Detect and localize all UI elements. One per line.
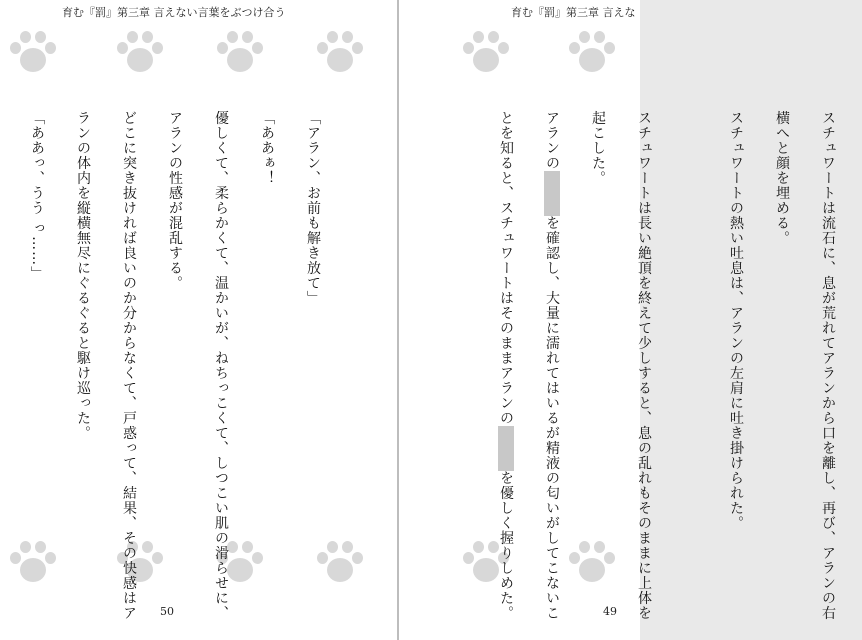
text-line: アランの性感が混乱する。 <box>167 110 183 291</box>
text-line: 起こした。 <box>590 110 606 186</box>
text-line <box>498 111 514 621</box>
page-number: 50 <box>160 605 174 618</box>
text-line: 「ああっ、うう っ……」 <box>29 110 45 282</box>
paw-print-icon <box>567 28 617 78</box>
text-line: 優しくて、柔らかくて、温かいが、ねちっこくて、しつこい肌の滑らせに、 <box>213 110 229 621</box>
right-page <box>399 0 836 640</box>
text-line: スチュワートは流石に、息が荒れてアランから口を離し、再び、アランの右 <box>820 110 836 621</box>
text-segment: を優しく握りしめた。 <box>498 470 514 621</box>
redaction-mark <box>498 426 514 471</box>
text-line: 「アラン、お前も解き放て」 <box>305 110 321 306</box>
text-line: 「ああぁ！ <box>259 110 275 186</box>
text-line: どこに突き抜ければ良いのか分からなくて、戸惑って、結果、その快感はア <box>121 110 137 621</box>
running-header: 育む『罰』第三章 言えな <box>511 6 636 19</box>
text-line: ランの体内を縦横無尽にぐるぐると駆け巡った。 <box>75 110 91 441</box>
running-header: 育む『罰』第三章 言えない言葉をぶつけ合う <box>62 6 286 19</box>
redaction-mark <box>544 171 560 216</box>
paw-print-icon <box>315 28 365 78</box>
text-segment: アランの <box>544 110 560 171</box>
text-line: スチュワートの熱い吐息は、アランの左肩に吐き掛けられた。 <box>728 110 744 531</box>
text-line <box>544 111 560 621</box>
paw-print-icon <box>115 28 165 78</box>
paw-print-icon <box>8 28 58 78</box>
page-number: 49 <box>603 605 617 618</box>
text-segment: を確認し、大量に濡れてはいるが精液の匂いがしてこないこ <box>544 215 560 621</box>
text-line: スチュワートは長い絶頂を終えて少しすると、息の乱れもそのままに上体を <box>636 110 652 621</box>
text-segment: とを知ると、スチュワートはそのままアランの <box>498 110 514 426</box>
paw-print-icon <box>461 28 511 78</box>
text-line: 横へと顔を埋める。 <box>774 110 790 246</box>
paw-print-icon <box>215 28 265 78</box>
left-page <box>0 0 397 640</box>
